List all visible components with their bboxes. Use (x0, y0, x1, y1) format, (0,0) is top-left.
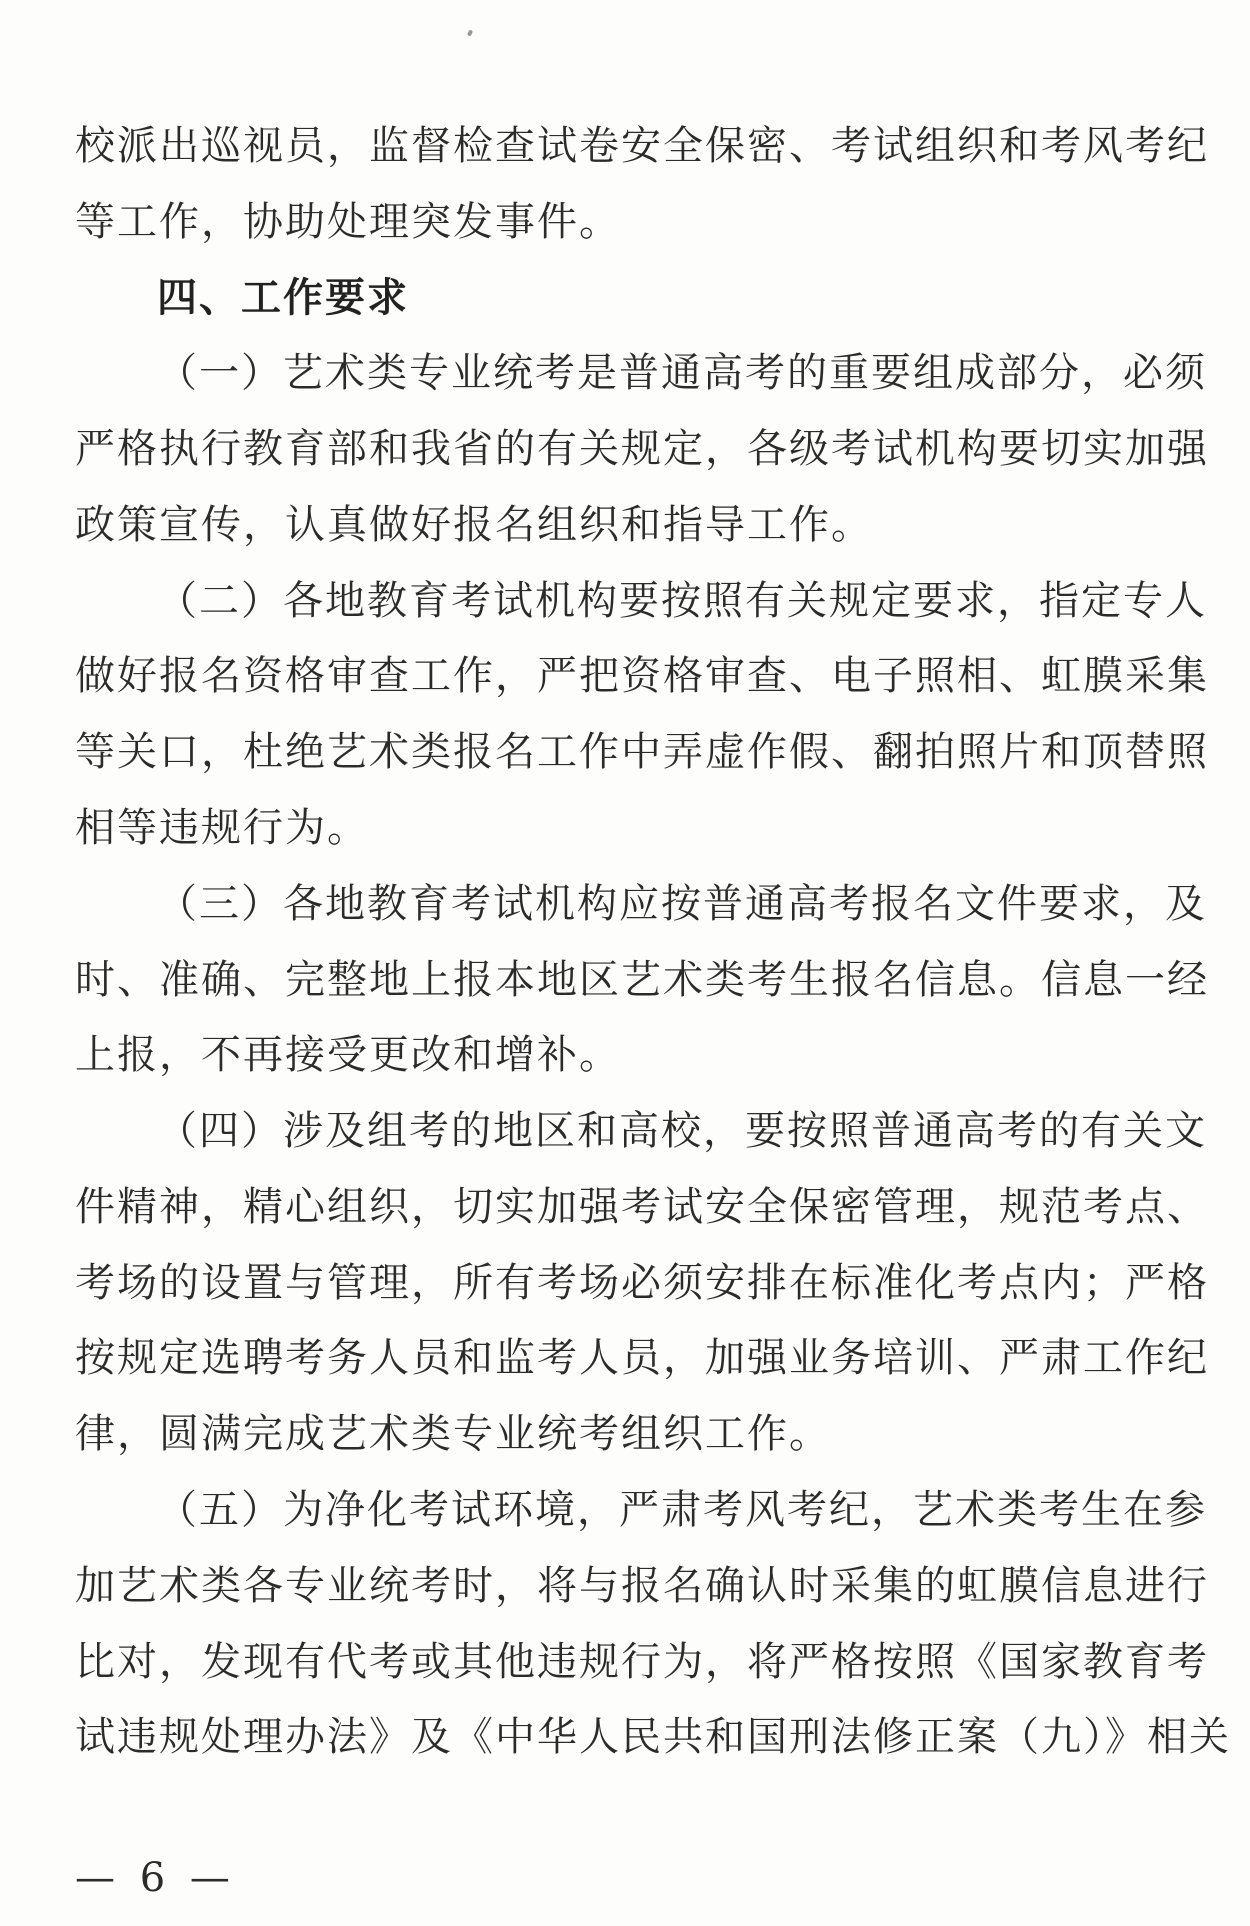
text-line: 比对，发现有代考或其他违规行为，将严格按照《国家教育考 (75, 1639, 1209, 1685)
paragraph-start-line: （一）艺术类专业统考是普通高考的重要组成部分，必须 (157, 350, 1207, 396)
text-line: 加艺术类各专业统考时，将与报名确认时采集的虹膜信息进行 (75, 1563, 1209, 1609)
text-line: 做好报名资格审查工作，严把资格审查、电子照相、虹膜采集 (75, 653, 1209, 699)
text-line: 上报，不再接受更改和增补。 (75, 1032, 621, 1078)
scan-speck (467, 29, 473, 36)
paragraph-start-line: （五）为净化考试环境，严肃考风考纪，艺术类考生在参 (157, 1487, 1207, 1533)
text-line: 政策宣传，认真做好报名组织和指导工作。 (75, 502, 873, 548)
text-line: 等工作，协助处理突发事件。 (75, 199, 621, 245)
text-line: 试违规处理办法》及《中华人民共和国刑法修正案（九）》相关 (75, 1714, 1231, 1760)
paragraph-start-line: （三）各地教育考试机构应按普通高考报名文件要求，及 (157, 881, 1207, 927)
text-line: 件精神，精心组织，切实加强考试安全保密管理，规范考点、 (75, 1184, 1209, 1230)
section-heading: 四、工作要求 (157, 275, 409, 321)
text-line: 律，圆满完成艺术类专业统考组织工作。 (75, 1411, 831, 1457)
text-line: 考场的设置与管理，所有考场必须安排在标准化考点内；严格 (75, 1260, 1209, 1306)
page-number: — 6 — (75, 1855, 236, 1901)
text-line: 等关口，杜绝艺术类报名工作中弄虚作假、翻拍照片和顶替照 (75, 729, 1209, 775)
paragraph-start-line: （二）各地教育考试机构要按照有关规定要求，指定专人 (157, 578, 1207, 624)
text-line: 严格执行教育部和我省的有关规定，各级考试机构要切实加强 (75, 426, 1209, 472)
text-line: 按规定选聘考务人员和监考人员，加强业务培训、严肃工作纪 (75, 1335, 1209, 1381)
text-line: 时、准确、完整地上报本地区艺术类考生报名信息。信息一经 (75, 957, 1209, 1003)
text-line: 校派出巡视员，监督检查试卷安全保密、考试组织和考风考纪 (75, 123, 1209, 169)
paragraph-start-line: （四）涉及组考的地区和高校，要按照普通高考的有关文 (157, 1108, 1207, 1154)
text-line: 相等违规行为。 (75, 805, 369, 851)
